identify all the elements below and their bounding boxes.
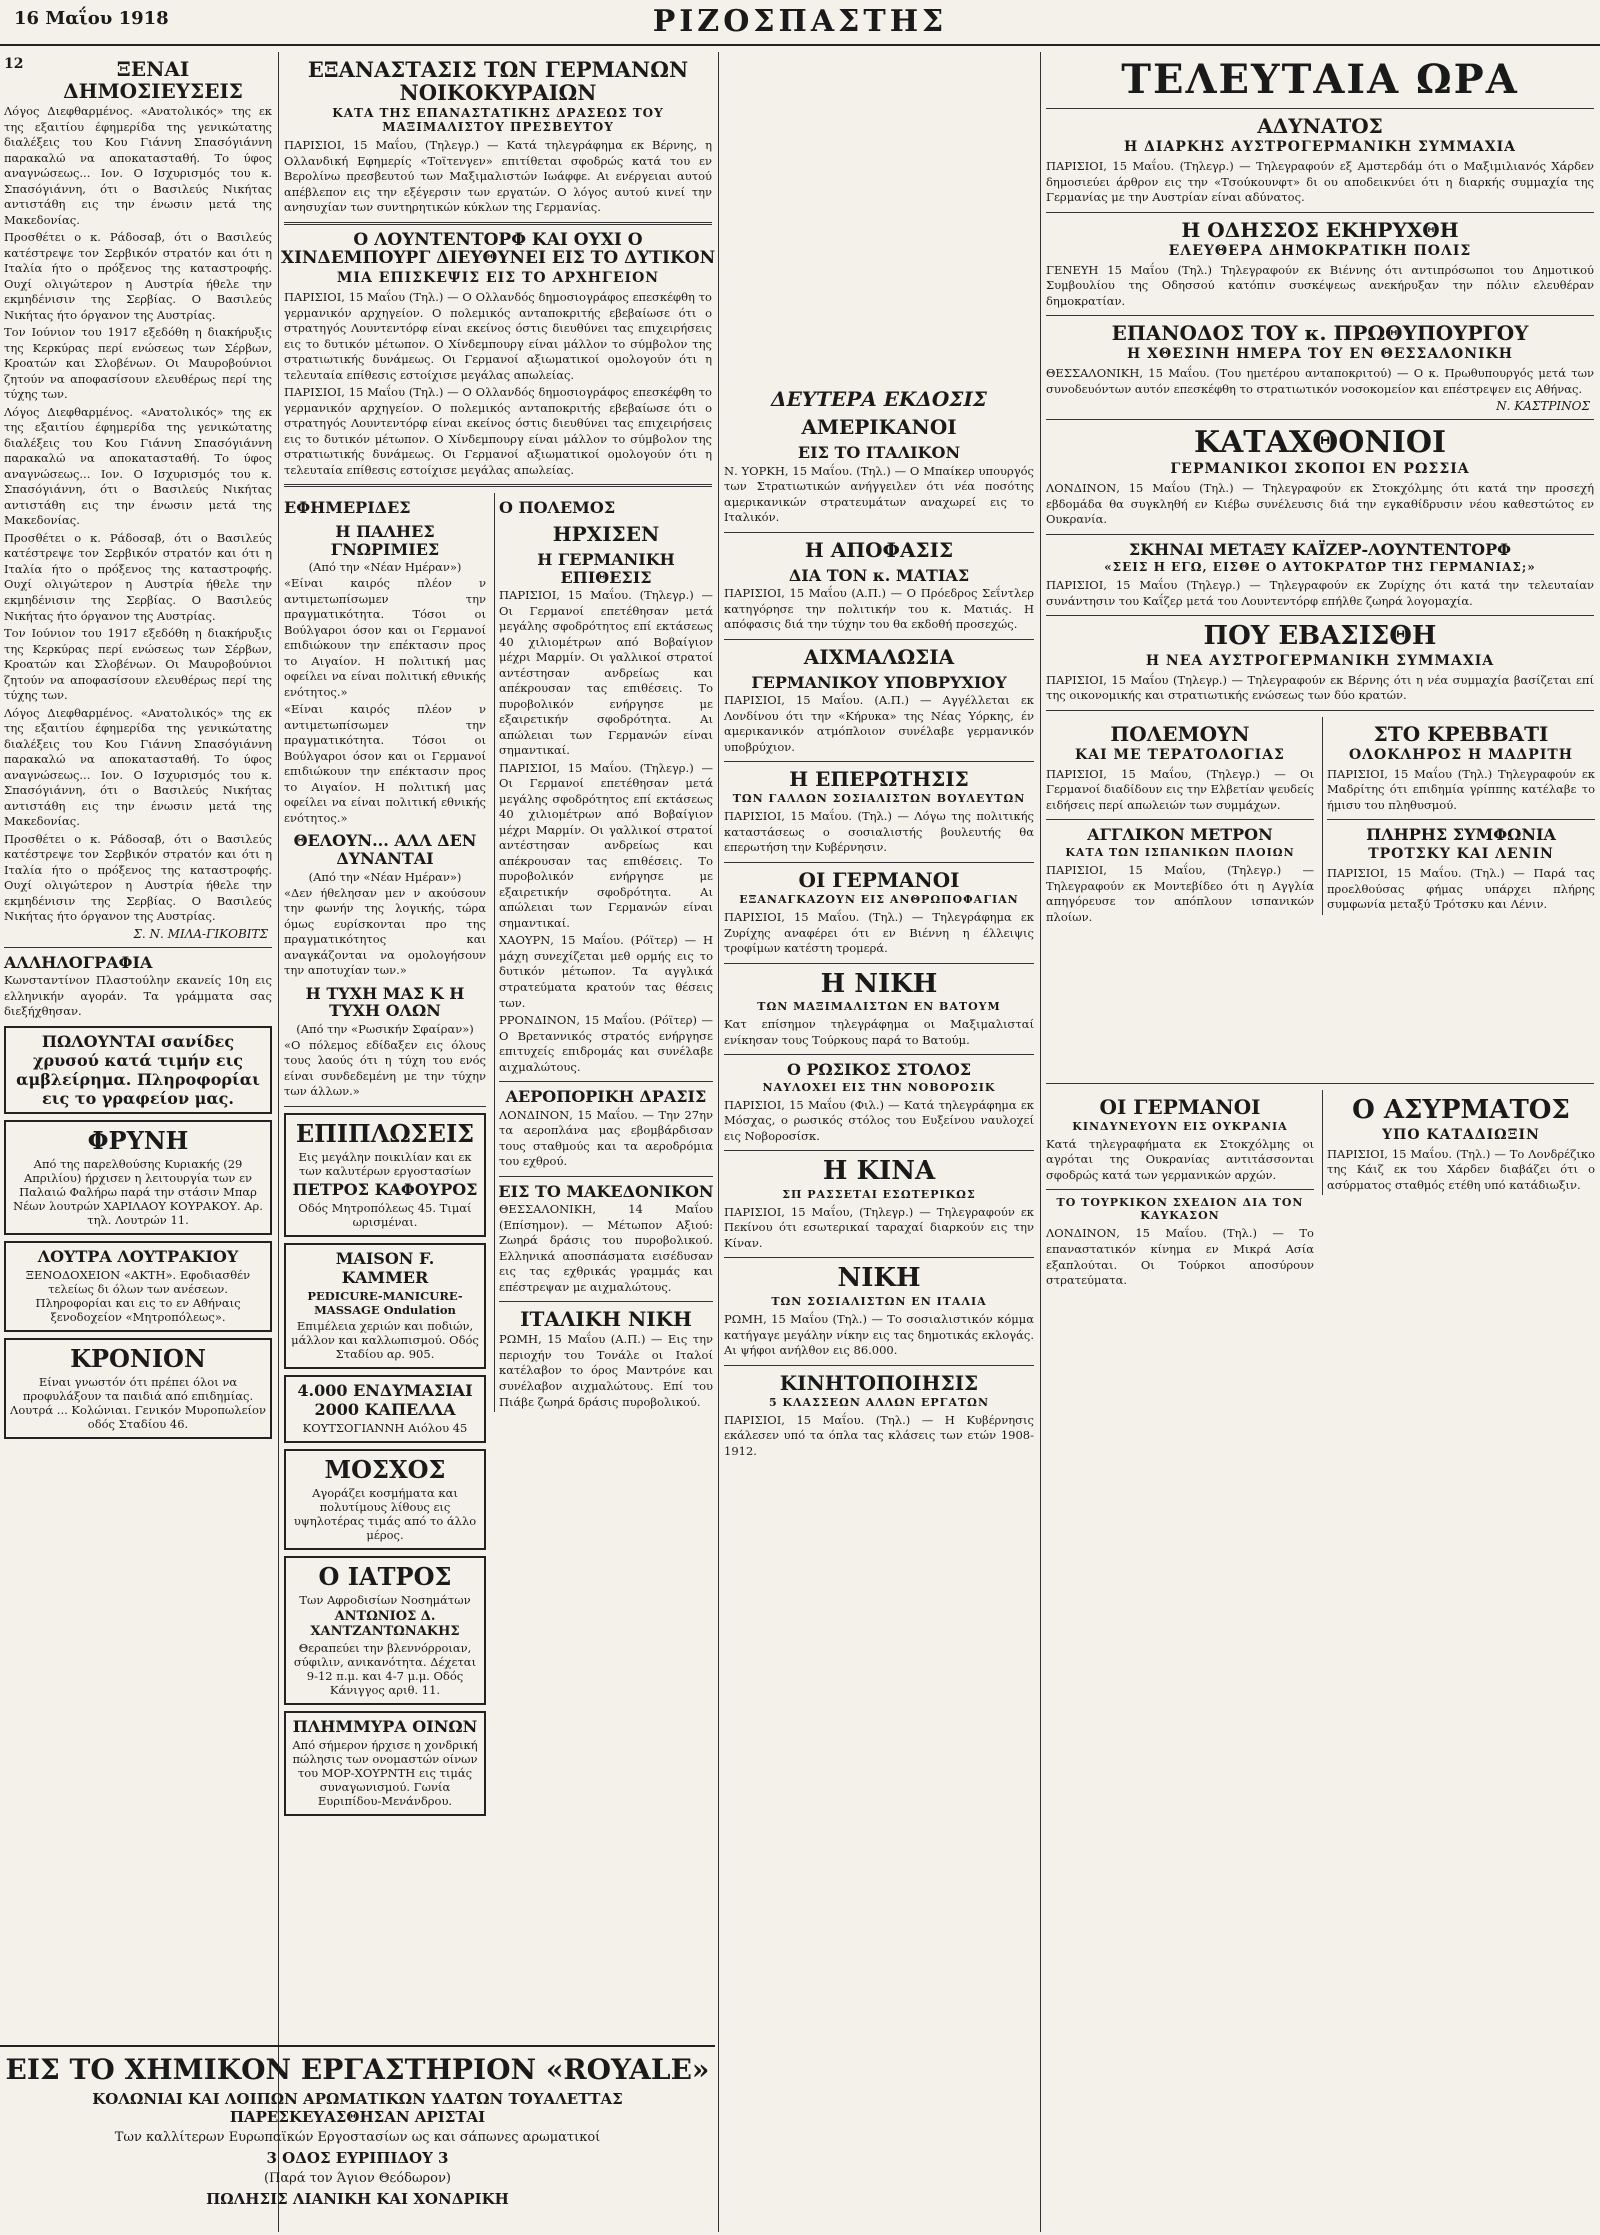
article-text: «Είναι καιρός πλέον ν αντιμετωπίσωμεν την πραγματικότητα. Τόσοι οι Βούλγαροι όσον και οι Γερμανοί επιδιώκουν την επέκτασιν προς το Αιγαίον. Η πολιτική μας οφείλει να είναι πολιτική εθνικής ενότητος.» [284,702,486,825]
column-center-left [280,52,716,2042]
divider [284,222,712,225]
article-text: ΠΑΡΙΣΙΟΙ, 15 Μαΐου, (Τηλεγρ.) — Κατά τηλεγράφημα εκ Βέρνης, η Ολλανδική Εφημερίς «Τοϊτενγεν» επιτίθεται σφοδρώς κατά του εν Βερολίνω πρεσβευτού των Μαξιμαλιστών Ιωάφφε. Αι ενέργειαι αυτού απέβλεπον εις την εξέγερσιν των εργατών. Ο λόγος αυτού κινεί την ανησυχίαν των συντηρητικών κύκλων της Γερμανίας. [284,138,712,215]
ad-kronion [4,1338,272,1439]
divider [284,1106,486,1107]
article-text: ΠΑΡΙΣΙΟΙ, 15 Μαΐου. (Τηλ.) — Το Λονδρέζικο της Κάιζ εκ του Χάρδεν διαβάζει ότι ο ασύρματος σταθμός ετέθη υπό κατάδιωξιν. [1327,1146,1595,1192]
subheadline: Η ΔΙΑΡΚΗΣ ΑΥΣΤΡΟΓΕΡΜΑΝΙΚΗ ΣΥΜΜΑΧΙΑ [1123,139,1517,155]
headline: ΟΙ ΓΕΡΜΑΝΟΙ [1099,1094,1261,1119]
article-text: Ν. ΥΟΡΚΗ, 15 Μαΐου. (Τηλ.) — Ο Μπαίκερ υπουργός των Στρατιωτικών ανήγγειλεν ότι νέα ποσότης αμερικανικών στρατευμάτων αναχωρεί εις το Ιταλικόν. [724,463,1034,525]
headline: ΠΟΥ ΕΒΑΣΙΣΘΗ [1203,621,1437,652]
headline: ΝΙΚΗ [837,1263,921,1294]
ad-heading: ΛΟΥΤΡΑ ΛΟΥΤΡΑΚΙΟΥ [37,1246,239,1266]
headline: Η ΑΠΟΦΑΣΙΣ [804,537,954,562]
divider [724,1365,1034,1366]
article-text: ΛΟΝΔΙΝΟΝ, 15 Μαΐου (Τηλ.) — Τηλεγραφούν εκ Στοκχόλμης ότι κατά την προσεχή εβδομάδα θα συγκληθή εν Κιέβω συνέλευσις διά την εγκαθίδρυσιν νέου καθεστώτος εν Ουκρανία. [1046,481,1594,527]
article-text: ΠΑΡΙΣΙΟΙ, 15 Μαΐου (Φιλ.) — Κατά τηλεγράφημα εκ Μόσχας, ο ρωσικός στόλος του Ευξείνου ναυλοχεί εις Νοβοροσίσκ. [724,1097,1034,1143]
article-text: «Δεν ήθελησαν μεν ν ακούσουν την φωνήν της λογικής, τώρα όμως ευρίσκονται προ της πραγματικότητος και αναγκάζονται να ομολογήσουν την αποτυχίαν των.» [284,885,486,978]
ad-heading: ΕΠΙΠΛΩΣΕΙΣ [295,1118,475,1148]
ad-furniture [284,1113,486,1237]
article-text: ΠΑΡΙΣΙΟΙ, 15 Μαΐου. (Τηλεγρ.) — Οι Γερμανοί επετέθησαν μετά μεγάλης σφοδρότητος επί εκτάσεως 40 χιλιομέτρων από Βοβαίγιον μέχρι Μαρμίν. Οι γαλλικοί στρατοί αντέστησαν ανδρείως και απέκρουσαν τας επιθέσεις. Το πυροβολικόν ενήργησε με εξαιρετικήν σφοδρότητα. Αι απώλειαι των Γερμανών είναι σημαντικαί. [499,588,713,758]
headline: ΑΔΥΝΑΤΟΣ [1257,114,1383,138]
article-text: ΠΑΡΙΣΙΟΙ, 15 Μαΐου (Α.Π.) — Ο Πρόεδρος Σεΐντλερ κατηγόρησε την πολιτικήν του κ. Ματιάς. Η απόφασις διά την τύχην του θα εκδοθή προσεχώς. [724,586,1034,632]
subheadline: ΤΩΝ ΜΑΞΙΜΑΛΙΣΤΩΝ ΕΝ ΒΑΤΟΥΜ [757,1000,1001,1014]
ad-text: (Παρά τον Άγιον Θεόδωρον) [263,2171,451,2186]
article-text: ΛΟΝΔΙΝΟΝ, 15 Μαΐου. (Τηλ.) — Το επαναστατικόν κίνημα εν Μικρά Ασία εξαπλούται. Οι Τούρκοι αποσύρουν στρατεύματα. [1046,1226,1314,1288]
divider [724,639,1034,640]
subheadline: ΤΩΝ ΣΟΣΙΑΛΙΣΤΩΝ ΕΝ ΙΤΑΛΙΑ [771,1295,987,1309]
headline: ΕΙΣ ΤΟ ΜΑΚΕΔΟΝΙΚΟΝ [498,1181,714,1201]
article-text: Κατ επίσημον τηλεγράφημα οι Μαξιμαλισταί ενίκησαν τους Τούρκους παρά το Βατούμ. [724,1017,1034,1047]
headline: Η ΟΔΗΣΣΟΣ ΕΚΗΡΥΧΘΗ [1181,217,1459,242]
ad-loutraki [4,1241,272,1332]
divider [1046,315,1594,316]
masthead [0,0,1600,46]
subheadline: ΝΑΥΛΟΧΕΙ ΕΙΣ ΤΗΝ ΝΟΒΟΡΟΣΙΚ [762,1080,996,1094]
headline: ΑΕΡΟΠΟΡΙΚΗ ΔΡΑΣΙΣ [505,1087,707,1107]
ad-heading: ΕΙΣ ΤΟ ΧΗΜΙΚΟΝ ΕΡΓΑΣΤΗΡΙΟΝ «ROYALE» [5,2053,710,2086]
headline: ΙΤΑΛΙΚΗ ΝΙΚΗ [520,1307,692,1332]
headline: ΘΕΛΟΥΝ... ΑΛΛ ΔΕΝ ΔΥΝΑΝΤΑΙ [293,831,477,868]
subheadline: «ΣΕΙΣ Η ΕΓΩ, ΕΙΣΘΕ Ο ΑΥΤΟΚΡΑΤΩΡ ΤΗΣ ΓΕΡΜΑΝΙΑΣ;» [1104,560,1536,575]
divider [499,1301,713,1302]
column-rule [278,52,279,2232]
ad-heading: ΠΛΗΜΜΥΡΑ ΟΙΝΩΝ [292,1716,478,1736]
headline: ΑΓΓΛΙΚΟΝ ΜΕΤΡΟΝ [1087,825,1273,845]
headline: ΟΙ ΓΕΡΜΑΝΟΙ [798,868,960,892]
ad-text: Των Αφροδισίων Νοσημάτων [299,1592,471,1607]
headline: Ο ΛΟΥΝΤΕΝΤΟΡΦ ΚΑΙ ΟΥΧΙ Ο ΧΙΝΔΕΜΠΟΥΡΓ ΔΙΕΥΘΥΝΕΙ ΕΙΣ ΤΟ ΔΥΤΙΚΟΝ [280,229,716,269]
letters-text: Κωνσταντίνον Πλαστούλην εκανείς 10η εις ελληνικήν αγοράν. Τα γράμματα σας διεξήχθησαν. [4,973,272,1019]
subheadline: ΓΕΡΜΑΝΙΚΟΙ ΣΚΟΠΟΙ ΕΝ ΡΩΣΣΙΑ [1170,461,1470,478]
subheadline: ΤΩΝ ΓΑΛΛΩΝ ΣΟΣΙΑΛΙΣΤΩΝ ΒΟΥΛΕΥΤΩΝ [732,792,1026,806]
column-second-edition [720,52,1038,2232]
ad-text: Από της παρελθούσης Κυριακής (29 Απριλίου) ήρχισεν η λειτουργία των εν Παλαιώ Φαλήρω παρά την στάσιν Μπαρ Νέων λουτρών ΧΑΡΙΛΑΟΥ ΚΟΥΡΑΚΟΥ. Αρ. τηλ. Λουτρών 11. [13,1156,263,1227]
subheadline: ΕΙΣ ΤΟ ΙΤΑΛΙΚΟΝ [797,443,961,462]
divider [1327,819,1595,820]
ad-subheading: ΚΟΛΩΝΙΑΙ ΚΑΙ ΛΟΙΠΩΝ ΑΡΩΜΑΤΙΚΩΝ ΥΔΑΤΩΝ ΤΟΥΑΛΕΤΤΑΣ ΠΑΡΕΣΚΕΥΑΣΘΗΣΑΝ ΑΡΙΣΤΑΙ [92,2090,623,2126]
headline: ΑΜΕΡΙΚΑΝΟΙ [801,415,957,439]
ad-name: ΠΕΤΡΟΣ ΚΑΦΟΥΡΟΣ [292,1179,478,1199]
column-rule [718,52,719,2232]
article-text: Προσθέτει ο κ. Ράδοσαβ, ότι ο Βασιλεύς κατέστρεψε τον Σερβικόν στρατόν και ότι η Ιταλία ήτο ο πρόξενος της καταστροφής. Ουχί ολιγώτερον η Αυστρία ήθελε την εκμηδένισιν της Σερβίας. Ο Βασιλεύς Νικήτας ήτο όργανον της Αυστρίας. [4,230,272,322]
ad-address: 3 ΟΔΟΣ ΕΥΡΙΠΙΔΟΥ 3 [266,2149,449,2167]
subheadline: ΚΑΤΑ ΤΗΣ ΕΠΑΝΑΣΤΑΤΙΚΗΣ ΔΡΑΣΕΩΣ ΤΟΥ ΜΑΞΙΜΑΛΙΣΤΟΥ ΠΡΕΣΒΕΥΤΟΥ [332,106,664,135]
headline: Η ΕΠΕΡΩΤΗΣΙΣ [789,767,969,792]
article-text: ΠΑΡΙΣΙΟΙ, 15 Μαΐου (Τηλ.) — Ο Ολλανδός δημοσιογράφος επεσκέφθη το γερμανικόν αρχηγείον. Ο πολεμικός ανταποκριτής εβεβαίωσε ότι ο στρατηγός Λουντεντόρφ είναι εκείνος όστις διευθύνει τας επιχειρήσεις εις το δυτικόν μέτωπον. Ο Χίνδεμπουργ είναι μάλλον το σύμβολον της στρατιωτικής δυνάμεως. Οι Γερμανοί αξιωματικοί ομολογούν ότι η τελευταία επίθεσις εστοίχισε μεγάλας απωλείας. [284,290,712,382]
divider [1046,108,1594,109]
article-text: ΠΑΡΙΣΙΟΙ, 15 Μαΐου, (Τηλεγρ.) — Οι Γερμανοί διαδίδουν εις την Ελβετίαν ψευδείς ειδήσεις περί απωλειών των συμμάχων. [1046,766,1314,812]
divider [724,1150,1034,1151]
ad-heading: MAISON F. KAMMER [335,1248,435,1287]
ad-name: ΑΝΤΩΝΙΟΣ Δ. ΧΑΝΤΖΑΝΤΩΝΑΚΗΣ [310,1608,460,1639]
ad-heading: ΚΡΟΝΙΟΝ [70,1343,206,1373]
headline: Η ΚΙΝΑ [822,1156,936,1187]
ad-text: Οδός Μητροπόλεως 45. Τιμαί ωρισμέναι. [298,1200,472,1229]
ad-footer: ΠΩΛΗΣΙΣ ΛΙΑΝΙΚΗ ΚΑΙ ΧΟΝΔΡΙΚΗ [206,2190,509,2208]
section-heading: ΕΦΗΜΕΡΙΔΕΣ [284,498,411,518]
article-text: ΡΩΜΗ, 15 Μαΐου (Α.Π.) — Εις την περιοχήν του Τονάλε οι Ιταλοί κατέλαβον το όρος Μαντρόνε και συνέλαβον αιχμαλώτους. Επί του Πιάβε ζωηρά δράσις πυροβολικού. [499,1332,713,1409]
article-text: Προσθέτει ο κ. Ράδοσαβ, ότι ο Βασιλεύς κατέστρεψε τον Σερβικόν στρατόν και ότι η Ιταλία ήτο ο πρόξενος της καταστροφής. Ουχί ολιγώτερον η Αυστρία ήθελε την εκμηδένισιν της Σερβίας. Ο Βασιλεύς Νικήτας ήτο όργανον της Αυστρίας. [4,831,272,924]
divider [1046,819,1314,820]
divider [724,1257,1034,1258]
ad-clothing [284,1375,486,1443]
spacer [720,52,1038,382]
headline: Η ΓΕΡΜΑΝΙΚΗ ΕΠΙΘΕΣΙΣ [537,549,675,587]
sub-column-left [1042,717,1318,927]
article-text: «Ο πόλεμος εδίδαξεν εις όλους τους λαούς ότι η τύχη του ενός είναι συνδεδεμένη με την τύχην των άλλων.» [284,1037,486,1099]
ad-heading: 4.000 ΕΝΔΥΜΑΣΙΑΙ [297,1380,473,1400]
divider [724,862,1034,863]
article-text: Τον Ιούνιον του 1917 εξεδόθη η διακήρυξις της Κερκύρας περί ενώσεως των Σέρβων, Κροατών και Σλοβένων. Οι Μαυροβούνιοι ζητούν να αποφασίσουν ελευθέρως περί της τύχης των. [4,626,272,703]
divider [284,484,712,487]
article-text: ΠΑΡΙΣΙΟΙ, 15 Μαΐου. (Τηλ.) — Τηλεγράφημα εκ Ζυρίχης αναφέρει ότι εν Βιέννη η έλλειψις τροφίμων κατέστη τρομερά. [724,910,1034,956]
article-text: ΠΑΡΙΣΙΟΙ, 15 Μαΐου. (Τηλεγρ.) — Οι Γερμανοί επετέθησαν μετά μεγάλης σφοδρότητος επί εκτάσεως 40 χιλιομέτρων από Βοβαίγιον μέχρι Μαρμίν. Οι γαλλικοί στρατοί αντέστησαν ανδρείως και απέκρουσαν τας επιθέσεις. Το πυροβολικόν ενήργησε με εξαιρετικήν σφοδρότητα. Αι απώλειαι των Γερμανών είναι σημαντικαί. [499,760,713,930]
headline: ΑΙΧΜΑΛΩΣΙΑ [803,644,955,669]
headline: ΣΤΟ ΚΡΕΒΒΑΤΙ [1373,721,1549,746]
source: (Από την «Ρωσικήν Σφαίραν») [296,1021,474,1036]
divider [499,1081,713,1082]
article-text: ΠΑΡΙΣΙΟΙ, 15 Μαΐου (Τηλεγρ.) — Τηλεγραφούν εκ Ζυρίχης ότι κατά την τελευταίαν συνάντησιν του Καΐζερ μετά του Λουντεντόρφ επήλθε ζωηρά λογομαχία. [1046,578,1594,608]
sub-column-left [1042,1090,1318,1291]
ad-moschos [284,1449,486,1550]
headline: ΚΑΤΑΧΘΟΝΙΟΙ [1193,425,1447,461]
subheadline: 5 ΚΛΑΣΣΕΩΝ ΑΛΛΩΝ ΕΡΓΑΤΩΝ [768,1395,990,1409]
headline: ΠΟΛΕΜΟΥΝ [1110,721,1250,746]
article-text: ΡΡΟΝΔΙΝΟΝ, 15 Μαΐου. (Ρόϊτερ) — Ο Βρεταννικός στρατός ενήργησε επιτυχείς επιδρομάς και συνέλαβε αιχμαλώτους. [499,1013,713,1074]
divider [724,761,1034,762]
article-text: ΠΑΡΙΣΙΟΙ, 15 Μαΐου. (Τηλ.) — Η Κυβέρνησις εκάλεσεν υπό τα όπλα τας κλάσεις των ετών 1908-1912. [724,1412,1034,1458]
ad-text: ΠΩΛΟΥΝΤΑΙ σανίδες χρυσού κατά τιμήν εις αμβλείρημα. Πληροφορίαι εις το γραφείον μας. [16,1031,260,1108]
article-text: ΠΑΡΙΣΙΟΙ, 15 Μαΐου (Τηλεγρ.) — Τηλεγραφούν εκ Βέρνης ότι η νέα συμμαχία βασίζεται επί της οικονομικής και στρατιωτικής ενώσεως των δύο κρατών. [1046,672,1594,703]
article-text: ΧΑΟΥΡΝ, 15 Μαΐου. (Ρόϊτερ) — Η μάχη συνεχίζεται μεθ ορμής εις το δυτικόν μέτωπον. Τα αγγλικά στρατεύματα κρατούν τας θέσεις των. [499,933,713,1010]
headline: ΚΙΝΗΤΟΠΟΙΗΣΙΣ [779,1370,979,1395]
newspaper-title: ΡΙΖΟΣΠΑΣΤΗΣ [652,4,948,39]
article-text: Λόγος Διεφθαρμένος. «Ανατολικός» της εκ της εξαιτίου έφημερίδα της γενικώτατης διαλέξεις του Κου Γιάννη Σπασόγιάννη παρακαλώ να αποκατασταθή. Το ύφος αναγνώσεως... Ιον. Ο Ισχυρισμός του κ. Σπασόγιάννη, ότι ο Βασιλεύς Νικήτας αντιστάθη εις την ένωσιν μετά της Μακεδονίας. [4,705,272,829]
ad-kammer [284,1243,486,1369]
column-newspapers [280,493,490,1822]
ad-text: Των καλλίτερων Ευρωπαϊκών Εργοστασίων ως και σάπωνες αρωματικοί [114,2130,601,2145]
divider [1046,710,1594,711]
headline: ΠΛΗΡΗΣ ΣΥΜΦΩΝΙΑ [1366,825,1556,845]
headline: ΗΡΧΙΣΕΝ [552,521,660,546]
ad-text: Επιμέλεια χεριών και ποδιών, μάλλον και καλλωπισμού. Οδός Σταδίου αρ. 905. [291,1318,479,1361]
sub-column-right [1322,1090,1598,1195]
subheadline: ΔΙΑ ΤΟΝ κ. ΜΑΤΙΑΣ [788,565,970,585]
subheadline: ΜΙΑ ΕΠΙΣΚΕΨΙΣ ΕΙΣ ΤΟ ΑΡΧΗΓΕΙΟΝ [336,270,660,287]
sub-column-right [1322,717,1598,915]
ad-text: Θεραπεύει την βλεννόρροιαν, σύφιλιν, ανικανότητα. Δέχεται 9-12 π.μ. και 4-7 μ.μ. Οδός Κάνιγγος αριθ. 11. [293,1640,477,1697]
subheadline: ΤΟ ΤΟΥΡΚΙΚΟΝ ΣΧΕΔΙΟΝ ΔΙΑ ΤΟΝ ΚΑΥΚΑΣΟΝ [1056,1196,1304,1223]
ad-text: Εις μεγάλην ποικιλίαν και εκ των καλυτέρων εργοστασίων [298,1149,472,1178]
article-text: ΛΟΝΔΙΝΟΝ, 15 Μαΐου. — Την 27ην τα αεροπλάνα μας εβομβάρδισαν τους σταθμούς και τα αεροδρόμια του εχθρού. [499,1107,713,1169]
article-text: Λόγος Διεφθαρμένος. «Ανατολικός» της εκ της εξαιτίου έφημερίδα της γενικώτατης διαλέξεις του Κου Γιάννη Σπασόγιάννη παρακαλώ να αποκατασταθή. Το ύφος αναγνώσεως... Ιον. Ο Ισχυρισμός του κ. Σπασόγιάννη, ότι ο Βασιλεύς Νικήτας αντιστάθη εις την ένωσιν μετά της Μακεδονίας. [4,404,272,528]
article-text: ΓΕΝΕΥΗ 15 Μαΐου (Τηλ.) Τηλεγραφούν εκ Βιέννης ότι αντιπρόσωποι του Δημοτικού Συμβουλίου της Οδησσού κατόπιν συσκέψεως ανεκήρυξαν την πόλιν ελευθέραν δημοκρατίαν. [1046,262,1594,308]
divider [1046,1189,1314,1190]
subheadline: ΣΠ ΡΑΣΣΕΤΑΙ ΕΣΩΤΕΡΙΚΩΣ [782,1187,976,1201]
subheadline: ΚΑΙ ΜΕ ΤΕΡΑΤΟΛΟΓΙΑΣ [1075,746,1285,763]
headline: Η ΝΙΚΗ [820,968,938,999]
source: (Από την «Νέαν Ημέραν») [308,560,462,575]
subheadline: ΚΑΤΑ ΤΩΝ ΙΣΠΑΝΙΚΩΝ ΠΛΟΙΩΝ [1065,846,1295,860]
column-war [494,493,716,1412]
column-foreign-publications [0,52,276,2042]
signature: Ν. ΚΑΣΤΡΙΝΟΣ [1496,399,1590,414]
divider [1046,615,1594,616]
ad-doctor [284,1556,486,1705]
section-heading: ΞΕΝΑΙ ΔΗΜΟΣΙΕΥΣΕΙΣ [63,57,243,103]
issue-date: 16 Μαΐου 1918 [14,8,169,29]
ad-heading: 2000 ΚΑΠΕΛΛΑ [314,1399,456,1419]
ad-gold-boards [4,1026,272,1114]
ad-royale-laboratory [0,2045,715,2227]
section-heading: ΔΕΥΤΕΡΑ ΕΚΔΟΣΙΣ [771,387,987,411]
divider [1046,419,1594,420]
ad-fryni [4,1120,272,1235]
ad-text: ΚΟΥΤΣΟΓΙΑΝΝΗ Αιόλου 45 [302,1420,468,1435]
headline: Η ΠΑΛΗΕΣ ΓΝΩΡΙΜΙΕΣ [330,521,440,559]
article-text: Λόγος Διεφθαρμένος. «Ανατολικός» της εκ της εξαιτίου έφημερίδα της γενικώτατης διαλέξεις του Κου Γιάννη Σπασόγιάννη παρακαλώ να αποκατασταθή. Το ύφος αναγνώσεως... Ιον. Ο Ισχυρισμός του κ. Σπασόγιάννη, ότι ο Βασιλεύς Νικήτας αντιστάθη εις την ένωσιν μετά της Μακεδονίας. [4,104,272,227]
article-text: ΠΑΡΙΣΙΟΙ, 15 Μαΐου, (Τηλεγρ.) — Τηλεγραφούν εκ Μοντεβίδεο ότι η Αγγλία απηγόρευσε τον απόπλουν ισπανικών πλοίων. [1046,863,1314,924]
article-text: ΠΑΡΙΣΙΟΙ, 15 Μαΐου (Τηλ.) Τηλεγραφούν εκ Μαδρίτης ότι επιδημία γρίππης κατέλαβε το ήμισυ του πληθυσμού. [1327,766,1595,812]
page-number: 12 [4,56,24,72]
subheadline: ΚΙΝΔΥΝΕΥΟΥΝ ΕΙΣ ΟΥΚΡΑΝΙΑ [1072,1119,1288,1133]
divider [724,963,1034,964]
article-text: ΠΑΡΙΣΙΟΙ, 15 Μαΐου. (Τηλ.) — Παρά τας προελθούσας φήμας υπάρχει πλήρης συμφωνία μεταξύ Τρότσκυ και Λένιν. [1327,866,1595,912]
subheadline: ΟΛΟΚΛΗΡΟΣ Η ΜΑΔΡΙΤΗ [1348,746,1574,763]
article-text: ΠΑΡΙΣΙΟΙ, 15 Μαΐου, (Τηλεγρ.) — Τηλεγραφούν εκ Πεκίνου ότι εσωτερικαί ταραχαί διαρκούν εις την Κίναν. [724,1204,1034,1250]
ad-heading: ΜΟΣΧΟΣ [324,1454,446,1484]
ad-heading: Ο ΙΑΤΡΟΣ [318,1561,452,1591]
ad-text: Αγοράζει κοσμήματα και πολυτίμους λίθους εις υψηλοτέρας τιμάς από το άλλο μέρος. [293,1485,477,1542]
ad-wines [284,1711,486,1816]
ad-heading: ΦΡΥΝΗ [87,1125,189,1155]
headline: Η ΤΥΧΗ ΜΑΣ Κ Η ΤΥΧΗ ΟΛΩΝ [305,983,465,1021]
divider [499,1176,713,1177]
divider [724,532,1034,533]
article-text: «Είναι καιρός πλέον ν αντιμετωπίσωμεν την πραγματικότητα. Τόσοι οι Βούλγαροι όσον και οι Γερμανοί επιδιώκουν την επέκτασιν προς το Αιγαίον. Η πολιτική μας οφείλει να είναι πολιτική εθνικής ενότητος.» [284,576,486,699]
subheadline: Η ΧΘΕΣΙΝΗ ΗΜΕΡΑ ΤΟΥ ΕΝ ΘΕΣΣΑΛΟΝΙΚΗ [1127,346,1513,363]
article-text: ΠΑΡΙΣΙΟΙ, 15 Μαΐου. (Α.Π.) — Αγγέλλεται εκ Λονδίνου ότι την «Κήρυκα» της Νέας Υόρκης, έν αμερικανικόν ατμόπλοιον συνέλαβε γερμανικόν υποβρύχιον. [724,693,1034,754]
column-last-hour [1042,52,1598,2232]
divider [1046,212,1594,213]
source: (Από την «Νέαν Ημέραν») [308,869,462,884]
letters-heading: ΑΛΛΗΛΟΓΡΑΦΙΑ [4,952,153,972]
article-text: Τον Ιούνιον του 1917 εξεδόθη η διακήρυξις της Κερκύρας περί ενώσεως των Σέρβων, Κροατών και Σλοβένων. Οι Μαυροβούνιοι ζητούν να αποφασίσουν ελευθέρως περί της τύχης των. [4,325,272,402]
article-text: ΠΑΡΙΣΙΟΙ, 15 Μαΐου. (Τηλεγρ.) — Τηλεγραφούν εξ Αμστερδάμ ότι ο Μαξιμιλιανός Χάρδεν δημοσιεύει άρθρον εις την «Τσούκουνφτ» δι ου αποδεικνύει ότι η διαρκής συμμαχία της Γερμανίας με την Αυστρίαν είναι αδύνατος. [1046,159,1594,205]
subheadline: ΥΠΟ ΚΑΤΑΔΙΩΞΙΝ [1382,1126,1540,1143]
subheadline: ΓΕΡΜΑΝΙΚΟΥ ΥΠΟΒΡΥΧΙΟΥ [751,672,1007,692]
article-text: Προσθέτει ο κ. Ράδοσαβ, ότι ο Βασιλεύς κατέστρεψε τον Σερβικόν στρατόν και ότι η Ιταλία ήτο ο πρόξενος της καταστροφής. Ουχί ολιγώτερον η Αυστρία ήθελε την εκμηδένισιν της Σερβίας. Ο Βασιλεύς Νικήτας ήτο όργανον της Αυστρίας. [4,530,272,623]
signature: Σ. Ν. ΜΙΛΑ-ΓΙΚΟΒΙΤΣ [133,926,268,941]
headline: ΕΠΑΝΟΔΟΣ ΤΟΥ κ. ΠΡΩΘΥΠΟΥΡΓΟΥ [1111,321,1529,346]
divider [724,1054,1034,1055]
headline: ΣΚΗΝΑΙ ΜΕΤΑΞΥ ΚΑΪΖΕΡ-ΛΟΥΝΤΕΝΤΟΡΦ [1128,539,1512,559]
article-text: ΘΕΣΣΑΛΟΝΙΚΗ, 14 Μαΐου (Επίσημον). — Μέτωπον Αξιού: Ζωηρά δράσις του πυροβολικού. Ελληνικά αποσπάσματα εισέδυσαν εις τας εχθρικάς γραμμάς και επέστρεψαν με αιχμαλώτους. [499,1202,713,1294]
subheadline: Η ΝΕΑ ΑΥΣΤΡΟΓΕΡΜΑΝΙΚΗ ΣΥΜΜΑΧΙΑ [1145,652,1495,669]
subheadline: ΕΛΕΥΘΕΡΑ ΔΗΜΟΚΡΑΤΙΚΗ ΠΟΛΙΣ [1168,242,1472,259]
divider [1046,1083,1594,1084]
headline: Ο ΑΣΥΡΜΑΤΟΣ [1352,1094,1570,1125]
ad-text: PEDICURE-MANICURE-MASSAGE Ondulation [307,1288,463,1317]
divider [4,947,272,948]
subheadline: ΕΞΑΝΑΓΚΑΖΟΥΝ ΕΙΣ ΑΝΘΡΩΠΟΦΑΓΙΑΝ [739,893,1019,906]
article-text: ΘΕΣΣΑΛΟΝΙΚΗ, 15 Μαΐου. (Του ημετέρου ανταποκριτού) — Ο κ. Πρωθυπουργός μετά των συνοδευόντων αυτόν επεσκέφθη το στρατιωτικόν νοσοκομείον και επέστρεψεν εις Αθήνας. [1046,366,1594,396]
section-heading: ΤΕΛΕΥΤΑΙΑ ΩΡΑ [1121,56,1519,103]
section-heading: Ο ΠΟΛΕΜΟΣ [499,498,616,518]
ad-text: Από σήμερον ήρχισε η χονδρική πώλησις των ονομαστών οίνων του ΜΟΡ-ΧΟΥΡΝΤΗ εις τιμάς συναγωνισμού. Γωνία Ευριπίδου-Μενάνδρου. [292,1737,478,1808]
ad-text: Είναι γνωστόν ότι πρέπει όλοι να προφυλάξουν τα παιδιά από επιδημίας. Λουτρά ... Κολώνιαι. Γενικόν Μυροπωλείον οδός Σταδίου 46. [10,1374,266,1431]
headline: Ο ΡΩΣΙΚΟΣ ΣΤΟΛΟΣ [786,1060,972,1080]
headline: ΕΞΑΝΑΣΤΑΣΙΣ ΤΩΝ ΓΕΡΜΑΝΩΝ ΝΟΙΚΟΚΥΡΑΙΩΝ [307,57,689,106]
ad-text: ΞΕΝΟΔΟΧΕΙΟΝ «ΑΚΤΗ». Εφοδιασθέν τελείως δι όλων των ανέσεων. Πληροφορίαι και εις το εν Αθήναις ξενοδοχείον «Μητροπόλεως». [25,1267,251,1324]
article-text: ΠΑΡΙΣΙΟΙ, 15 Μαΐου. (Τηλ.) — Λόγω της πολιτικής καταστάσεως ο σοσιαλιστής βουλευτής θα επερωτήση την Κυβέρνησιν. [724,809,1034,855]
article-text: ΠΑΡΙΣΙΟΙ, 15 Μαΐου (Τηλ.) — Ο Ολλανδός δημοσιογράφος επεσκέφθη το γερμανικόν αρχηγείον. Ο πολεμικός ανταποκριτής εβεβαίωσε ότι ο στρατηγός Λουντεντόρφ είναι εκείνος όστις διευθύνει τας επιχειρήσεις εις το δυτικόν μέτωπον. Ο Χίνδεμπουργ είναι μάλλον το σύμβολον της στρατιωτικής δυνάμεως. Οι Γερμανοί αξιωματικοί ομολογούν ότι η τελευταία επίθεσις εστοίχισε μεγάλας απωλείας. [284,385,712,477]
article-text: Κατά τηλεγραφήματα εκ Στοκχόλμης οι αγρόται της Ουκρανίας αντιτάσσονται σφοδρώς κατά των γερμανικών αρχών. [1046,1136,1314,1182]
column-rule [1040,52,1041,2232]
article-text: ΡΩΜΗ, 15 Μαΐου (Τηλ.) — Το σοσιαλιστικόν κόμμα κατήγαγε μεγάλην νίκην εις τας δημοτικάς εκλογάς. Αι ψήφοι ανήλθον εις 86.000. [724,1312,1034,1358]
subheadline: ΤΡΟΤΣΚΥ ΚΑΙ ΛΕΝΙΝ [1368,846,1554,863]
divider [1046,534,1594,535]
